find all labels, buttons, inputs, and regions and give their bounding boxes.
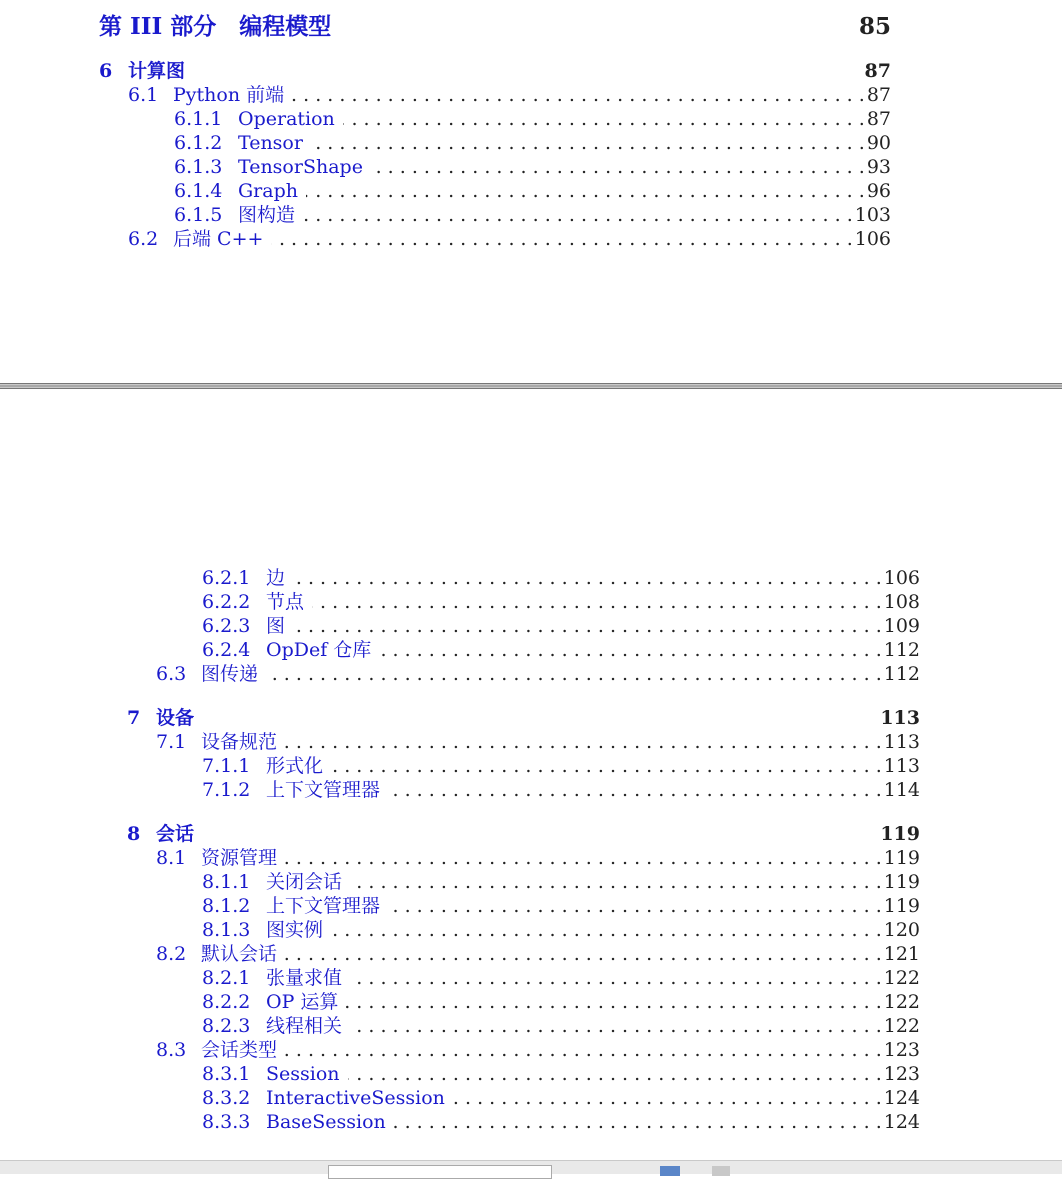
toc-entry-6-1[interactable] [128,83,891,107]
toc-entry-title: 节点 [266,591,305,613]
toc-entry-page-number: 124 [883,1111,920,1133]
toc-entry-number: 6 [99,60,113,82]
toc-entry-8-3-3[interactable] [202,1110,920,1134]
toc-entry-6-2-1[interactable] [202,566,920,590]
toc-leader-dots [331,754,882,778]
toc-entry-number: 8.1 [156,847,187,869]
toc-entry-title: 默认会话 [201,943,278,965]
toc-entry-6-1-4[interactable] [174,179,891,203]
toc-leader-dots [348,1062,882,1086]
toc-entry-title: 会话类型 [201,1039,278,1061]
toc-entry-number: 6.1.3 [174,156,223,178]
toc-entry-page-number: 103 [854,204,891,226]
toc-entry-number: 8.2.3 [202,1015,251,1037]
toc-entry-page-number: 123 [883,1039,920,1061]
toc-entry-page-number: 90 [866,132,891,154]
toc-entry-number: 7.1.2 [202,779,251,801]
toc-entry-number: 6.2.2 [202,591,251,613]
toc-entry-6-1-5[interactable] [174,203,891,227]
toc-page-1 [0,0,1062,383]
toc-entry-page-number: 109 [883,615,920,637]
highlight-toggle-icon[interactable] [660,1166,680,1176]
toc-entry-number: 8.1.1 [202,871,251,893]
toc-entry-6-1-3[interactable] [174,155,891,179]
match-case-icon[interactable] [712,1166,730,1176]
toc-entry-number: 6.1.2 [174,132,223,154]
toc-entry-page-number: 106 [854,228,891,250]
toc-entry-page-number: 122 [883,1015,920,1037]
toc-leader-dots [311,131,865,155]
toc-entry-page-number: 87 [866,84,891,106]
toc-leader-dots [271,227,852,251]
toc-entry-title: 后端 C++ [173,228,264,250]
toc-leader-dots [346,990,881,1014]
toc-entry-number: 6.1.4 [174,180,223,202]
toc-entry-title: 关闭会话 [266,871,343,893]
toc-entry-number: 7 [127,707,141,729]
toc-entry-page-number: 87 [864,60,891,82]
find-input[interactable] [328,1165,552,1179]
toc-entry-number: 8.1.2 [202,895,251,917]
toc-entry-number: 8.2.2 [202,991,251,1013]
toc-entry-number: 8.3.2 [202,1087,251,1109]
toc-entry-8-1[interactable] [156,846,920,870]
toc-entry-title: 资源管理 [201,847,278,869]
toc-entry-6-2-2[interactable] [202,590,920,614]
toc-entry-title: Graph [238,180,298,202]
toc-entry-page-number: 106 [883,567,920,589]
toc-entry-number: 6.2.3 [202,615,251,637]
toc-leader-dots [350,870,882,894]
toc-entry-title: 图实例 [266,919,324,941]
toc-entry-number: 8.3 [156,1039,187,1061]
toc-entry-7-1-1[interactable] [202,754,920,778]
toc-entry-title: 张量求值 [266,967,343,989]
toc-entry-6[interactable] [99,59,891,83]
toc-leader-dots [285,1038,882,1062]
toc-entry-page-number: 122 [883,991,920,1013]
toc-entry-8-1-2[interactable] [202,894,920,918]
toc-entry-8-3-2[interactable] [202,1086,920,1110]
viewer-bottom-toolbar [0,1160,1062,1174]
toc-page-2 [0,390,1062,1160]
toc-leader-dots [285,846,882,870]
toc-leader-dots [293,566,882,590]
toc-entry-6-2-3[interactable] [202,614,920,638]
toc-entry-title: InteractiveSession [266,1087,445,1109]
toc-entry-page-number: 113 [883,731,920,753]
part-page-number: 85 [858,13,891,40]
toc-entry-number: 6.3 [156,663,187,685]
toc-leader-dots [350,1014,882,1038]
toc-entry-number: 8 [127,823,141,845]
toc-entry-page-number: 121 [883,943,920,965]
toc-entry-number: 7.1.1 [202,755,251,777]
toc-entry-number: 6.2 [128,228,159,250]
toc-entry-number: 8.2 [156,943,187,965]
page-separator [0,383,1062,389]
toc-entry-number: 6.2.1 [202,567,251,589]
toc-leader-dots [394,1110,882,1134]
toc-entry-page-number: 122 [883,967,920,989]
toc-leader-dots [350,966,882,990]
toc-entry-title: Tensor [238,132,303,154]
toc-entry-8-2-1[interactable] [202,966,920,990]
toc-entry-number: 6.1 [128,84,159,106]
toc-entry-number: 6.2.4 [202,639,251,661]
toc-entry-6-1-2[interactable] [174,131,891,155]
toc-entry-7-1-2[interactable] [202,778,920,802]
toc-leader-dots [453,1086,882,1110]
toc-entry-page-number: 114 [883,779,920,801]
toc-leader-dots [312,590,882,614]
toc-entry-8[interactable] [127,822,920,846]
part-heading[interactable] [99,13,891,41]
toc-entry-8-3-1[interactable] [202,1062,920,1086]
toc-entry-6-2-4[interactable] [202,638,920,662]
toc-entry-page-number: 112 [883,663,920,685]
toc-leader-dots [306,179,865,203]
toc-entry-8-1-3[interactable] [202,918,920,942]
toc-entry-6-3[interactable] [156,662,920,686]
toc-entry-title: 设备 [156,707,195,729]
toc-entry-8-2[interactable] [156,942,920,966]
toc-entry-number: 7.1 [156,731,187,753]
toc-entry-title: 会话 [156,823,195,845]
toc-leader-dots [303,203,853,227]
toc-entry-title: 线程相关 [266,1015,343,1037]
toc-entry-page-number: 119 [880,823,920,845]
toc-entry-title: 上下文管理器 [266,895,381,917]
toc-entry-title: 计算图 [128,60,186,82]
toc-entry-title: 设备规范 [201,731,278,753]
toc-entry-title: Operation [238,108,335,130]
toc-entry-title: 图构造 [238,204,296,226]
toc-entry-page-number: 119 [883,895,920,917]
toc-entry-6-2[interactable] [128,227,891,251]
toc-entry-8-2-2[interactable] [202,990,920,1014]
toc-entry-title: TensorShape [238,156,363,178]
toc-leader-dots [379,638,881,662]
toc-entry-page-number: 108 [883,591,920,613]
toc-entry-page-number: 113 [883,755,920,777]
toc-entry-7-1[interactable] [156,730,920,754]
toc-leader-dots [285,942,882,966]
toc-entry-page-number: 93 [866,156,891,178]
toc-entry-number: 6.1.5 [174,204,223,226]
toc-entry-page-number: 124 [883,1087,920,1109]
toc-entry-number: 8.2.1 [202,967,251,989]
toc-entry-number: 6.1.1 [174,108,223,130]
toc-entry-number: 8.3.1 [202,1063,251,1085]
toc-entry-title: 上下文管理器 [266,779,381,801]
toc-entry-8-1-1[interactable] [202,870,920,894]
toc-leader-dots [266,662,882,686]
toc-leader-dots [285,730,882,754]
toc-entry-title: 图 [266,615,286,637]
toc-entry-page-number: 96 [866,180,891,202]
toc-leader-dots [388,894,882,918]
toc-entry-title: Python 前端 [173,84,285,106]
toc-entry-title: OP 运算 [266,991,339,1013]
toc-leader-dots [331,918,882,942]
toc-entry-page-number: 112 [883,639,920,661]
toc-entry-number: 8.1.3 [202,919,251,941]
toc-entry-title: BaseSession [266,1111,386,1133]
toc-entry-7[interactable] [127,706,920,730]
toc-entry-title: 形式化 [266,755,324,777]
toc-entry-title: 边 [266,567,286,589]
toc-entry-6-1-1[interactable] [174,107,891,131]
toc-entry-title: Session [266,1063,340,1085]
toc-leader-dots [292,83,865,107]
toc-entry-8-2-3[interactable] [202,1014,920,1038]
toc-leader-dots [371,155,865,179]
toc-entry-page-number: 120 [883,919,920,941]
toc-entry-number: 8.3.3 [202,1111,251,1133]
toc-entry-page-number: 123 [883,1063,920,1085]
toc-leader-dots [293,614,882,638]
toc-entry-page-number: 119 [883,871,920,893]
part-title: 第 III 部分 编程模型 [99,13,332,40]
toc-entry-page-number: 113 [880,707,920,729]
toc-entry-8-3[interactable] [156,1038,920,1062]
toc-entry-page-number: 87 [866,108,891,130]
toc-entry-page-number: 119 [883,847,920,869]
toc-leader-dots [343,107,865,131]
toc-leader-dots [388,778,882,802]
toc-entry-title: OpDef 仓库 [266,639,372,661]
toc-entry-title: 图传递 [201,663,259,685]
